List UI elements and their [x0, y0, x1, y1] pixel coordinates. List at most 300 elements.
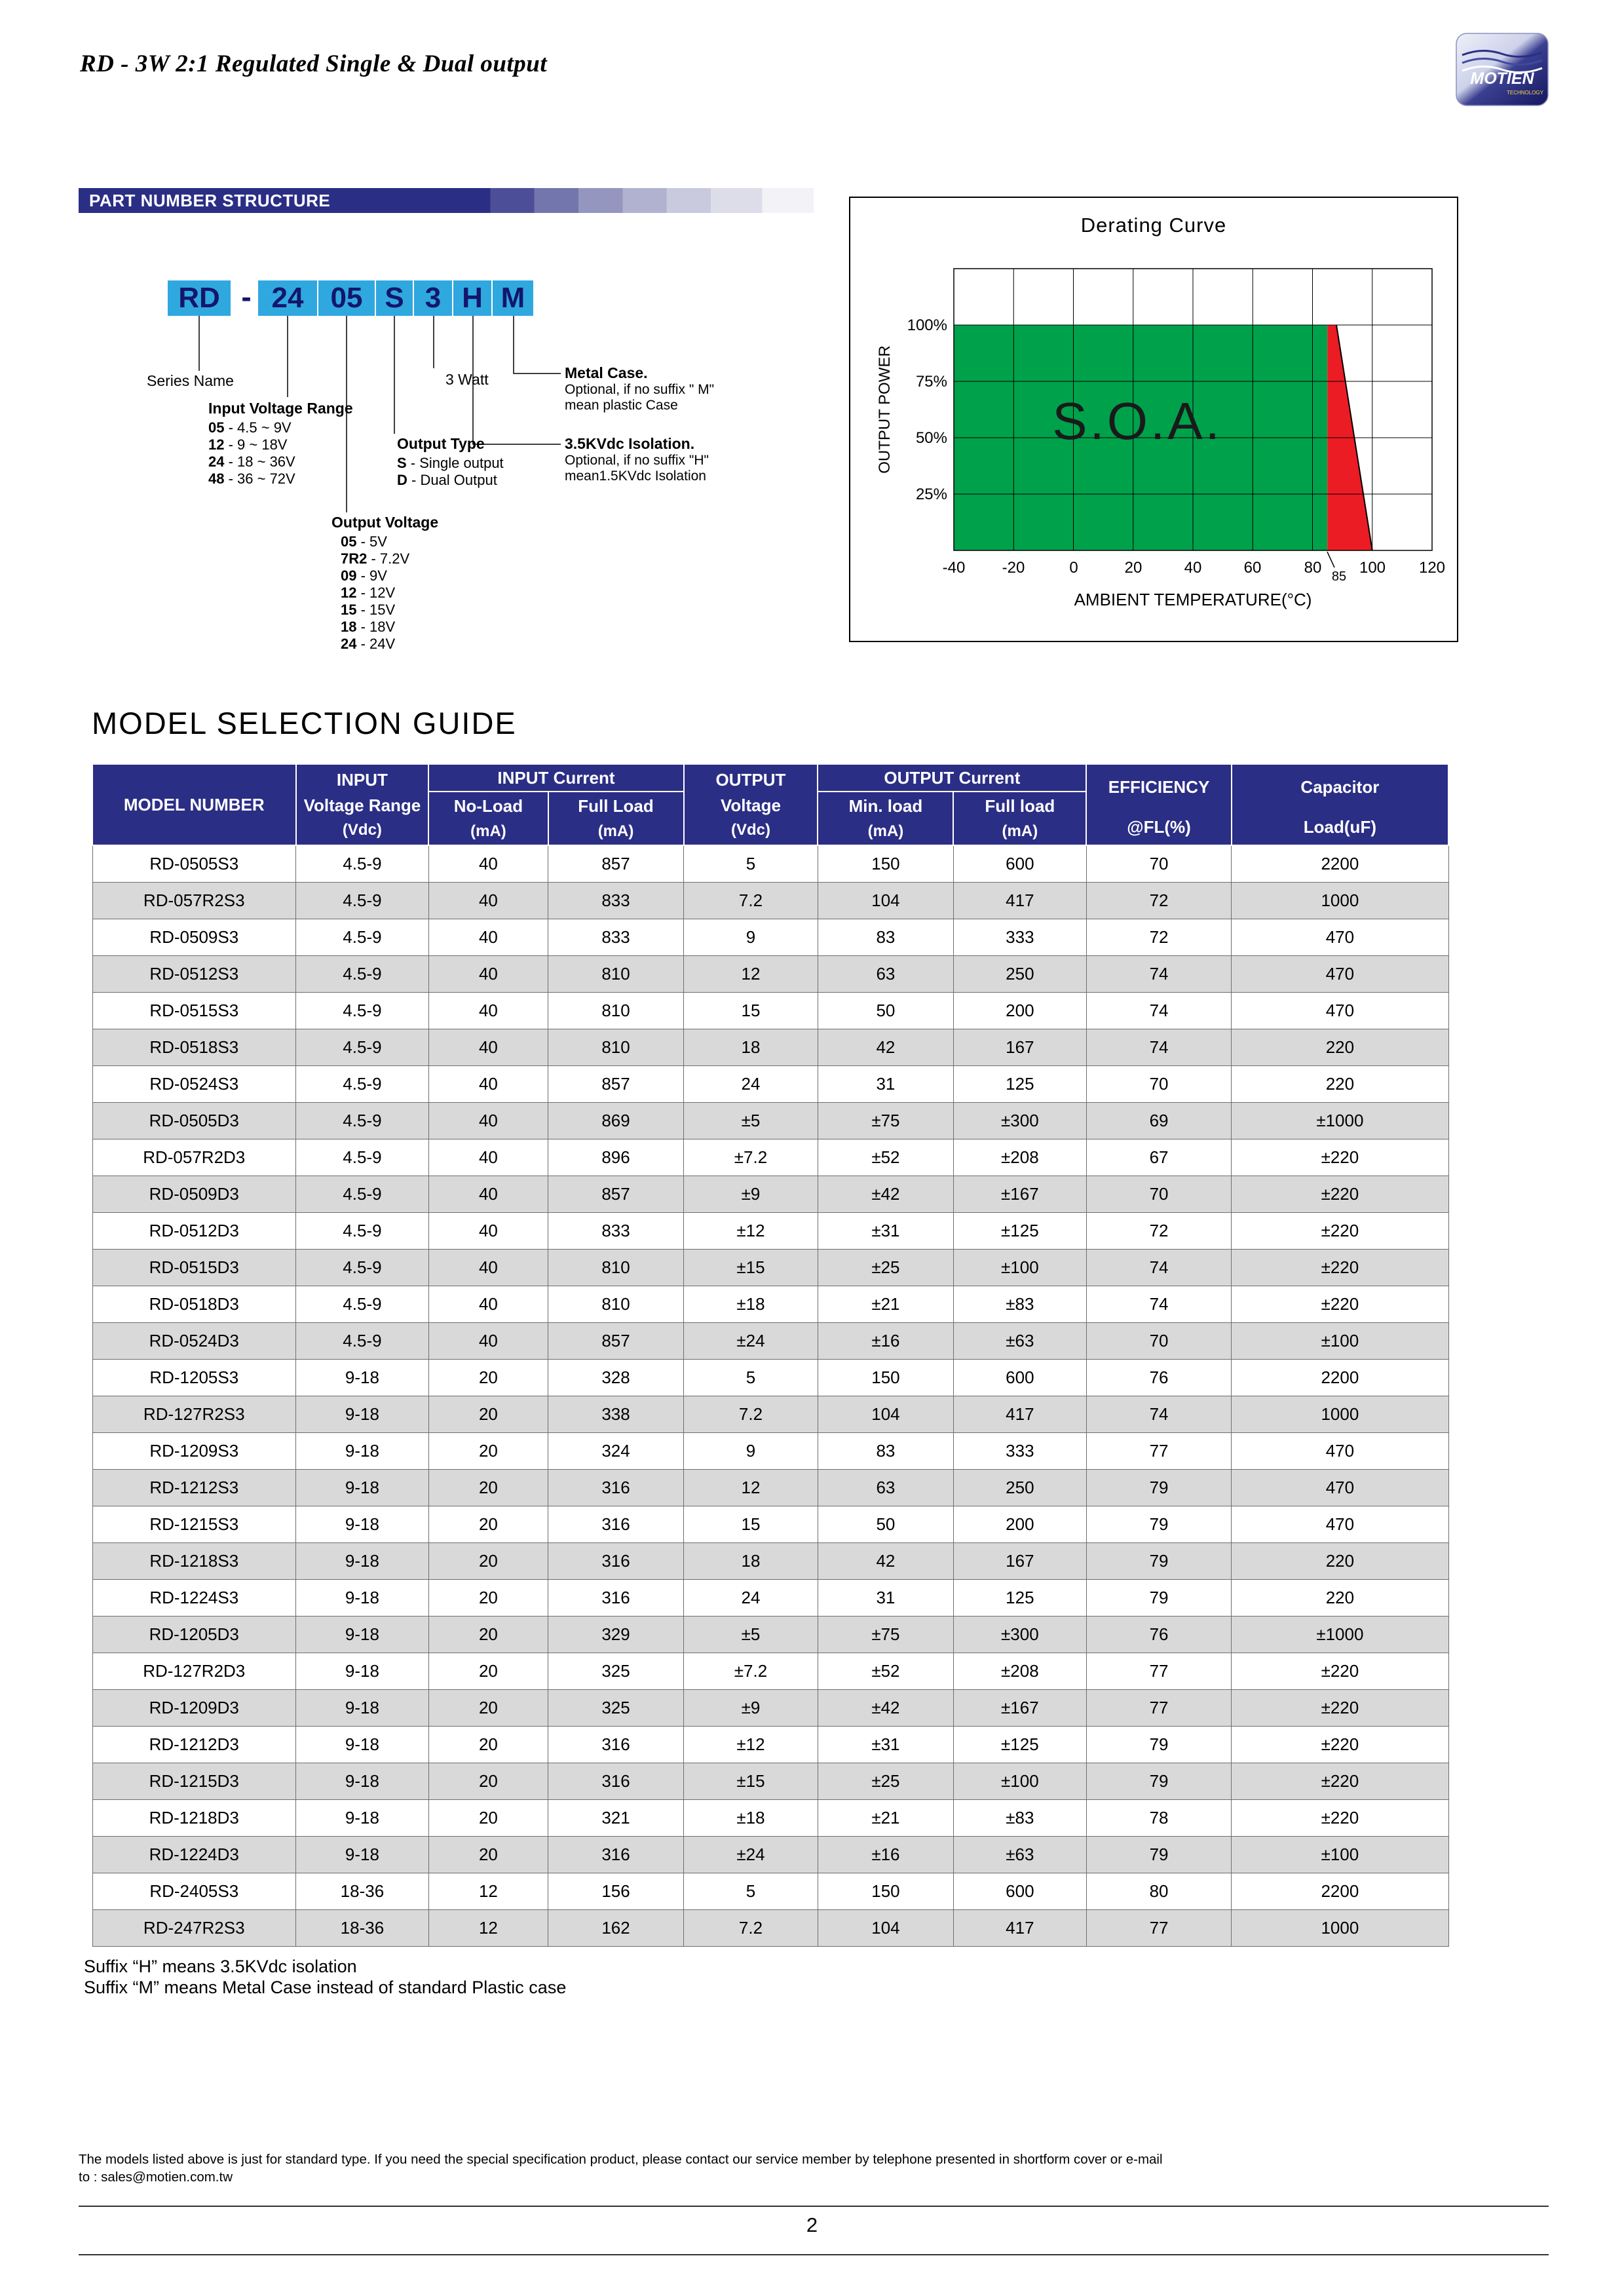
- table-cell: 810: [548, 1286, 684, 1323]
- model-table-body: [92, 845, 1448, 1947]
- table-cell: 20: [428, 1433, 548, 1470]
- table-cell: 200: [953, 1506, 1086, 1543]
- table-cell: 20: [428, 1690, 548, 1727]
- table-cell: 324: [548, 1433, 684, 1470]
- col-header-min-load: Min. load (mA): [818, 792, 953, 845]
- svg-text:25%: 25%: [915, 486, 947, 503]
- table-cell: 40: [428, 919, 548, 956]
- table-cell: 18-36: [296, 1910, 429, 1947]
- table-cell: ±125: [953, 1727, 1086, 1763]
- suffix-h-note: Suffix “H” means 3.5KVdc isolation: [84, 1957, 357, 1976]
- table-cell: 2200: [1232, 1360, 1448, 1396]
- table-cell: 833: [548, 1213, 684, 1250]
- table-cell: 79: [1086, 1837, 1231, 1873]
- table-cell: ±31: [818, 1727, 953, 1763]
- table-cell: 470: [1232, 919, 1448, 956]
- table-cell: 9-18: [296, 1727, 429, 1763]
- table-cell: 72: [1086, 919, 1231, 956]
- knee-tick: [1327, 552, 1334, 567]
- suffix-m-note: Suffix “M” means Metal Case instead of standard Plastic case: [84, 1978, 567, 1997]
- table-cell: 40: [428, 1286, 548, 1323]
- table-row: [92, 993, 1448, 1029]
- model-number-cell: RD-1218D3: [92, 1800, 296, 1837]
- model-number-cell: RD-2405S3: [92, 1873, 296, 1910]
- table-cell: 4.5-9: [296, 1213, 429, 1250]
- option-item: 12 - 12V: [341, 584, 396, 601]
- table-cell: 1000: [1232, 1910, 1448, 1947]
- table-cell: 104: [818, 883, 953, 919]
- table-cell: 9-18: [296, 1837, 429, 1873]
- model-number-cell: RD-127R2S3: [92, 1396, 296, 1433]
- table-cell: 325: [548, 1653, 684, 1690]
- svg-text:60: 60: [1243, 559, 1262, 577]
- model-number-cell: RD-1218S3: [92, 1543, 296, 1580]
- table-cell: 63: [818, 956, 953, 993]
- table-row: [92, 1360, 1448, 1396]
- table-row: [92, 1506, 1448, 1543]
- table-cell: 104: [818, 1910, 953, 1947]
- table-cell: 24: [684, 1580, 818, 1617]
- option-item: 09 - 9V: [341, 567, 387, 584]
- table-cell: 74: [1086, 1396, 1231, 1433]
- table-cell: 40: [428, 1250, 548, 1286]
- table-cell: ±208: [953, 1653, 1086, 1690]
- svg-text:40: 40: [1184, 559, 1202, 577]
- table-cell: 1000: [1232, 883, 1448, 919]
- table-cell: 18-36: [296, 1873, 429, 1910]
- table-cell: 83: [818, 1433, 953, 1470]
- table-cell: 40: [428, 993, 548, 1029]
- table-cell: 4.5-9: [296, 1029, 429, 1066]
- model-number-cell: RD-0509S3: [92, 919, 296, 956]
- watt-label: 3 Watt: [445, 371, 489, 388]
- table-cell: ±167: [953, 1176, 1086, 1213]
- model-number-cell: RD-127R2D3: [92, 1653, 296, 1690]
- table-row: [92, 1396, 1448, 1433]
- table-cell: 74: [1086, 1250, 1231, 1286]
- table-cell: ±220: [1232, 1690, 1448, 1727]
- table-cell: 316: [548, 1763, 684, 1800]
- table-cell: ±7.2: [684, 1139, 818, 1176]
- model-number-cell: RD-0505D3: [92, 1103, 296, 1139]
- table-cell: 79: [1086, 1506, 1231, 1543]
- table-cell: 4.5-9: [296, 919, 429, 956]
- table-cell: ±220: [1232, 1213, 1448, 1250]
- motien-logo-graphic: [1456, 33, 1549, 106]
- table-cell: 70: [1086, 1176, 1231, 1213]
- table-row: [92, 1139, 1448, 1176]
- table-cell: ±63: [953, 1837, 1086, 1873]
- table-cell: ±83: [953, 1286, 1086, 1323]
- table-cell: 9-18: [296, 1360, 429, 1396]
- table-cell: 20: [428, 1800, 548, 1837]
- table-cell: 76: [1086, 1617, 1231, 1653]
- model-selection-table: [92, 763, 1449, 1947]
- table-cell: ±15: [684, 1250, 818, 1286]
- table-cell: 857: [548, 845, 684, 883]
- table-cell: 63: [818, 1470, 953, 1506]
- table-cell: 833: [548, 919, 684, 956]
- table-cell: ±42: [818, 1690, 953, 1727]
- svg-text:120: 120: [1418, 559, 1446, 577]
- table-cell: 125: [953, 1066, 1086, 1103]
- table-cell: 338: [548, 1396, 684, 1433]
- table-cell: ±25: [818, 1250, 953, 1286]
- table-cell: 69: [1086, 1103, 1231, 1139]
- option-item: 24 - 24V: [341, 636, 396, 652]
- model-number-cell: RD-1212D3: [92, 1727, 296, 1763]
- table-cell: 40: [428, 1139, 548, 1176]
- x-axis-label: AMBIENT TEMPERATURE(°C): [1074, 590, 1312, 609]
- table-cell: 4.5-9: [296, 1250, 429, 1286]
- model-number-cell: RD-0515S3: [92, 993, 296, 1029]
- table-cell: ±220: [1232, 1250, 1448, 1286]
- table-cell: 4.5-9: [296, 1323, 429, 1360]
- motien-logo: [1456, 33, 1549, 106]
- table-cell: 4.5-9: [296, 993, 429, 1029]
- model-number-cell: RD-1212S3: [92, 1470, 296, 1506]
- svg-text:75%: 75%: [915, 373, 947, 391]
- model-number-cell: RD-0524S3: [92, 1066, 296, 1103]
- table-cell: 74: [1086, 1029, 1231, 1066]
- table-cell: 40: [428, 883, 548, 919]
- table-cell: ±5: [684, 1617, 818, 1653]
- table-cell: ±63: [953, 1323, 1086, 1360]
- table-cell: 40: [428, 1103, 548, 1139]
- svg-text:100: 100: [1359, 559, 1386, 577]
- pn-dash: -: [241, 280, 252, 314]
- table-row: [92, 1800, 1448, 1837]
- table-cell: 20: [428, 1617, 548, 1653]
- table-cell: 12: [684, 956, 818, 993]
- table-cell: 72: [1086, 1213, 1231, 1250]
- svg-text:20: 20: [1124, 559, 1142, 577]
- option-item: 18 - 18V: [341, 619, 396, 635]
- table-cell: ±1000: [1232, 1617, 1448, 1653]
- table-cell: 70: [1086, 845, 1231, 883]
- table-cell: 20: [428, 1837, 548, 1873]
- table-cell: ±220: [1232, 1176, 1448, 1213]
- table-row: [92, 1029, 1448, 1066]
- table-cell: 31: [818, 1066, 953, 1103]
- input-voltage-range-list: [208, 419, 353, 488]
- table-cell: 9-18: [296, 1506, 429, 1543]
- output-type-block: [397, 435, 504, 489]
- table-cell: 40: [428, 1176, 548, 1213]
- table-cell: ±16: [818, 1837, 953, 1873]
- table-cell: 79: [1086, 1543, 1231, 1580]
- table-cell: 470: [1232, 1506, 1448, 1543]
- table-cell: 220: [1232, 1029, 1448, 1066]
- output-voltage-title: Output Voltage: [331, 514, 439, 531]
- table-cell: ±220: [1232, 1286, 1448, 1323]
- table-cell: 328: [548, 1360, 684, 1396]
- table-cell: 78: [1086, 1800, 1231, 1837]
- table-row: [92, 1066, 1448, 1103]
- model-number-cell: RD-0512S3: [92, 956, 296, 993]
- table-cell: 4.5-9: [296, 1286, 429, 1323]
- table-cell: 329: [548, 1617, 684, 1653]
- table-cell: ±100: [1232, 1323, 1448, 1360]
- model-number-cell: RD-1215D3: [92, 1763, 296, 1800]
- table-cell: 316: [548, 1580, 684, 1617]
- table-row: [92, 1286, 1448, 1323]
- series-name-label: Series Name: [147, 372, 234, 389]
- group-header-output-current: OUTPUT Current: [818, 764, 1086, 792]
- table-cell: 7.2: [684, 883, 818, 919]
- table-cell: 24: [684, 1066, 818, 1103]
- table-cell: 9-18: [296, 1763, 429, 1800]
- table-cell: ±12: [684, 1213, 818, 1250]
- svg-text:100%: 100%: [907, 316, 947, 334]
- pn-box-isolation: H: [453, 280, 491, 316]
- table-cell: 79: [1086, 1580, 1231, 1617]
- table-cell: ±220: [1232, 1139, 1448, 1176]
- table-cell: 42: [818, 1543, 953, 1580]
- table-cell: 80: [1086, 1873, 1231, 1910]
- table-cell: ±75: [818, 1617, 953, 1653]
- table-cell: 470: [1232, 993, 1448, 1029]
- table-cell: 316: [548, 1470, 684, 1506]
- table-row: [92, 883, 1448, 919]
- model-selection-guide-heading: MODEL SELECTION GUIDE: [92, 706, 517, 740]
- table-cell: 20: [428, 1727, 548, 1763]
- table-cell: 470: [1232, 956, 1448, 993]
- option-item: 12 - 9 ~ 18V: [208, 436, 288, 453]
- table-cell: ±220: [1232, 1763, 1448, 1800]
- table-cell: 77: [1086, 1910, 1231, 1947]
- model-number-cell: RD-1205D3: [92, 1617, 296, 1653]
- table-cell: ±18: [684, 1800, 818, 1837]
- table-cell: 470: [1232, 1470, 1448, 1506]
- table-cell: ±24: [684, 1837, 818, 1873]
- model-number-cell: RD-0512D3: [92, 1213, 296, 1250]
- table-cell: 20: [428, 1470, 548, 1506]
- table-cell: 316: [548, 1727, 684, 1763]
- table-row: [92, 1580, 1448, 1617]
- table-cell: 20: [428, 1580, 548, 1617]
- table-row: [92, 1470, 1448, 1506]
- table-cell: 150: [818, 1360, 953, 1396]
- table-cell: 5: [684, 1360, 818, 1396]
- table-cell: 150: [818, 1873, 953, 1910]
- table-cell: 4.5-9: [296, 1176, 429, 1213]
- table-cell: ±5: [684, 1103, 818, 1139]
- table-cell: 20: [428, 1763, 548, 1800]
- table-cell: 600: [953, 845, 1086, 883]
- output-voltage-list: [331, 533, 438, 653]
- pn-box-watt: 3: [414, 280, 452, 316]
- table-cell: 810: [548, 1029, 684, 1066]
- table-cell: 896: [548, 1139, 684, 1176]
- table-cell: 417: [953, 1396, 1086, 1433]
- table-cell: ±15: [684, 1763, 818, 1800]
- table-row: [92, 1910, 1448, 1947]
- table-cell: 316: [548, 1506, 684, 1543]
- table-cell: 40: [428, 1029, 548, 1066]
- table-cell: ±7.2: [684, 1653, 818, 1690]
- svg-text:-20: -20: [1002, 559, 1025, 577]
- table-cell: ±300: [953, 1617, 1086, 1653]
- derating-curve-title: Derating Curve: [1080, 214, 1227, 237]
- table-cell: ±31: [818, 1213, 953, 1250]
- table-cell: 220: [1232, 1543, 1448, 1580]
- option-item: 24 - 18 ~ 36V: [208, 453, 295, 470]
- table-cell: 40: [428, 1066, 548, 1103]
- table-cell: 42: [818, 1029, 953, 1066]
- table-cell: 9-18: [296, 1543, 429, 1580]
- output-type-list: [397, 455, 504, 489]
- table-cell: 15: [684, 993, 818, 1029]
- model-number-cell: RD-0518S3: [92, 1029, 296, 1066]
- input-voltage-range-title: Input Voltage Range: [208, 400, 353, 417]
- table-cell: ±52: [818, 1653, 953, 1690]
- table-cell: 9-18: [296, 1396, 429, 1433]
- table-cell: 200: [953, 993, 1086, 1029]
- table-cell: ±21: [818, 1800, 953, 1837]
- table-cell: 7.2: [684, 1910, 818, 1947]
- metal-case-block: [565, 364, 714, 413]
- model-number-cell: RD-1215S3: [92, 1506, 296, 1543]
- table-cell: ±25: [818, 1763, 953, 1800]
- output-voltage-block: [331, 514, 438, 653]
- model-number-cell: RD-0518D3: [92, 1286, 296, 1323]
- table-cell: ±220: [1232, 1727, 1448, 1763]
- table-cell: 79: [1086, 1763, 1231, 1800]
- option-item: 05 - 4.5 ~ 9V: [208, 419, 292, 436]
- table-cell: 4.5-9: [296, 1139, 429, 1176]
- pn-box-output-type: S: [376, 280, 413, 316]
- table-cell: 316: [548, 1543, 684, 1580]
- table-cell: 5: [684, 845, 818, 883]
- table-row: [92, 1176, 1448, 1213]
- y-tick-labels: [907, 316, 947, 503]
- table-row: [92, 1250, 1448, 1286]
- table-cell: 79: [1086, 1727, 1231, 1763]
- table-cell: ±100: [953, 1763, 1086, 1800]
- table-cell: 9: [684, 919, 818, 956]
- table-row: [92, 1873, 1448, 1910]
- svg-text:0: 0: [1069, 559, 1078, 577]
- table-cell: 7.2: [684, 1396, 818, 1433]
- table-cell: ±125: [953, 1213, 1086, 1250]
- table-cell: 2200: [1232, 1873, 1448, 1910]
- table-cell: 9-18: [296, 1433, 429, 1470]
- table-cell: 9: [684, 1433, 818, 1470]
- table-cell: 40: [428, 956, 548, 993]
- model-number-cell: RD-247R2S3: [92, 1910, 296, 1947]
- table-cell: ±24: [684, 1323, 818, 1360]
- table-cell: ±167: [953, 1690, 1086, 1727]
- col-header-output-voltage: OUTPUT Voltage (Vdc): [684, 764, 818, 845]
- footer-rule-top: [79, 2206, 1549, 2207]
- table-cell: 125: [953, 1580, 1086, 1617]
- output-type-title: Output Type: [397, 435, 485, 452]
- table-cell: ±42: [818, 1176, 953, 1213]
- svg-text:-40: -40: [942, 559, 966, 577]
- table-cell: 72: [1086, 883, 1231, 919]
- table-cell: 220: [1232, 1580, 1448, 1617]
- table-cell: ±9: [684, 1690, 818, 1727]
- model-number-cell: RD-057R2D3: [92, 1139, 296, 1176]
- table-cell: 77: [1086, 1433, 1231, 1470]
- x-tick-labels: [943, 559, 1445, 577]
- soa-label: S.O.A.: [1052, 392, 1222, 450]
- model-number-cell: RD-0524D3: [92, 1323, 296, 1360]
- table-cell: ±220: [1232, 1653, 1448, 1690]
- table-cell: 67: [1086, 1139, 1231, 1176]
- pn-box-output-voltage: 05: [318, 280, 375, 316]
- table-cell: 77: [1086, 1690, 1231, 1727]
- table-cell: 9-18: [296, 1580, 429, 1617]
- table-row: [92, 1543, 1448, 1580]
- table-cell: 50: [818, 993, 953, 1029]
- table-cell: 167: [953, 1543, 1086, 1580]
- table-cell: 4.5-9: [296, 1066, 429, 1103]
- table-cell: 9-18: [296, 1800, 429, 1837]
- table-cell: 40: [428, 1213, 548, 1250]
- col-header-model: MODEL NUMBER: [92, 764, 296, 845]
- metal-case-line2: mean plastic Case: [565, 398, 678, 413]
- table-cell: 40: [428, 845, 548, 883]
- svg-text:80: 80: [1304, 559, 1322, 577]
- metal-case-title: Metal Case.: [565, 364, 648, 381]
- page-title: RD - 3W 2:1 Regulated Single & Dual output: [80, 50, 548, 77]
- table-cell: ±83: [953, 1800, 1086, 1837]
- table-header: [92, 764, 1448, 845]
- table-cell: 4.5-9: [296, 883, 429, 919]
- model-number-cell: RD-0505S3: [92, 845, 296, 883]
- col-header-no-load: No-Load (mA): [428, 792, 548, 845]
- table-cell: 810: [548, 1250, 684, 1286]
- table-cell: 857: [548, 1323, 684, 1360]
- table-cell: 600: [953, 1873, 1086, 1910]
- table-cell: 325: [548, 1690, 684, 1727]
- table-row: [92, 956, 1448, 993]
- table-cell: 167: [953, 1029, 1086, 1066]
- table-cell: 321: [548, 1800, 684, 1837]
- option-item: D - Dual Output: [397, 472, 497, 488]
- table-cell: 600: [953, 1360, 1086, 1396]
- table-cell: 20: [428, 1506, 548, 1543]
- table-cell: 9-18: [296, 1690, 429, 1727]
- table-row: [92, 1690, 1448, 1727]
- table-cell: 833: [548, 883, 684, 919]
- isolation-title: 3.5KVdc Isolation.: [565, 435, 695, 452]
- isolation-line1: Optional, if no suffix "H": [565, 453, 709, 468]
- table-cell: 12: [428, 1910, 548, 1947]
- footer-disclaimer: [79, 2151, 1549, 2186]
- table-cell: 156: [548, 1873, 684, 1910]
- model-number-cell: RD-057R2S3: [92, 883, 296, 919]
- table-cell: 20: [428, 1360, 548, 1396]
- part-number-structure-header: PART NUMBER STRUCTURE: [79, 188, 814, 213]
- table-row: [92, 1433, 1448, 1470]
- table-cell: 20: [428, 1543, 548, 1580]
- footer-line2: to : sales@motien.com.tw: [79, 2170, 233, 2185]
- table-row: [92, 1617, 1448, 1653]
- table-cell: 12: [684, 1470, 818, 1506]
- col-header-input-voltage: INPUT Voltage Range (Vdc): [296, 764, 429, 845]
- table-cell: 333: [953, 919, 1086, 956]
- table-row: [92, 1323, 1448, 1360]
- table-cell: 79: [1086, 1470, 1231, 1506]
- isolation-line2: mean1.5KVdc Isolation: [565, 469, 706, 484]
- model-number-cell: RD-1205S3: [92, 1360, 296, 1396]
- model-number-cell: RD-0509D3: [92, 1176, 296, 1213]
- table-cell: 40: [428, 1323, 548, 1360]
- footer-rule-bottom: [79, 2254, 1549, 2255]
